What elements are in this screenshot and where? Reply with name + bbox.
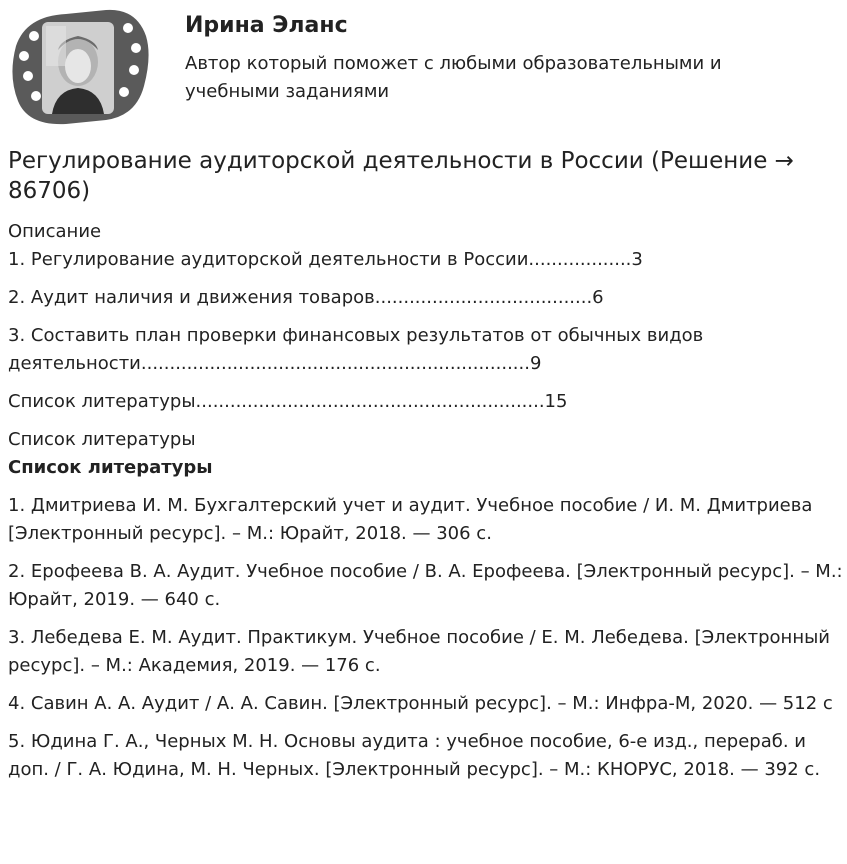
- film-frame-avatar-icon: [6, 6, 152, 128]
- toc-item: 1. Регулирование аудиторской деятельности в России..................3: [8, 249, 643, 270]
- author-avatar[interactable]: [6, 6, 152, 128]
- toc-item: 2. Аудит наличия и движения товаров......................................6: [8, 287, 604, 308]
- reference-item: 5. Юдина Г. А., Черных М. Н. Основы аудита : учебное пособие, 6-е изд., перераб. и доп. / Г. А. Юдина, М. Н. Черных. [Электронный ресурс]. – М.: КНОРУС, 2018. — 392 с.: [8, 731, 821, 780]
- toc-item: 3. Составить план проверки финансовых результатов от обычных видов деятельности....................................................................9: [8, 325, 704, 374]
- description-label: Описание: [8, 221, 102, 242]
- references-list: [8, 492, 844, 784]
- author-header: [0, 0, 847, 140]
- references-label: Список литературы: [8, 429, 196, 450]
- table-of-contents: [8, 246, 844, 416]
- reference-item: 2. Ерофеева В. А. Аудит. Учебное пособие / В. А. Ерофеева. [Электронный ресурс]. – М.: Юрайт, 2019. — 640 с.: [8, 561, 843, 610]
- author-description: Автор который поможет с любыми образовательными и учебными заданиями: [185, 53, 722, 102]
- references-heading: Список литературы: [8, 457, 213, 478]
- reference-item: 1. Дмитриева И. М. Бухгалтерский учет и аудит. Учебное пособие / И. М. Дмитриева [Электронный ресурс]. – М.: Юрайт, 2018. — 306 с.: [8, 495, 813, 544]
- reference-item: 4. Савин А. А. Аудит / А. А. Савин. [Электронный ресурс]. – М.: Инфра-М, 2020. — 512 с: [8, 693, 833, 714]
- page-title: Регулирование аудиторской деятельности в России (Решение → 86706): [8, 148, 794, 204]
- reference-item: 3. Лебедева Е. М. Аудит. Практикум. Учебное пособие / Е. М. Лебедева. [Электронный ресурс]. – М.: Академия, 2019. — 176 с.: [8, 627, 830, 676]
- main-content: [8, 146, 844, 794]
- author-name[interactable]: Ирина Эланс: [185, 13, 348, 38]
- toc-item: Список литературы.............................................................15: [8, 391, 568, 412]
